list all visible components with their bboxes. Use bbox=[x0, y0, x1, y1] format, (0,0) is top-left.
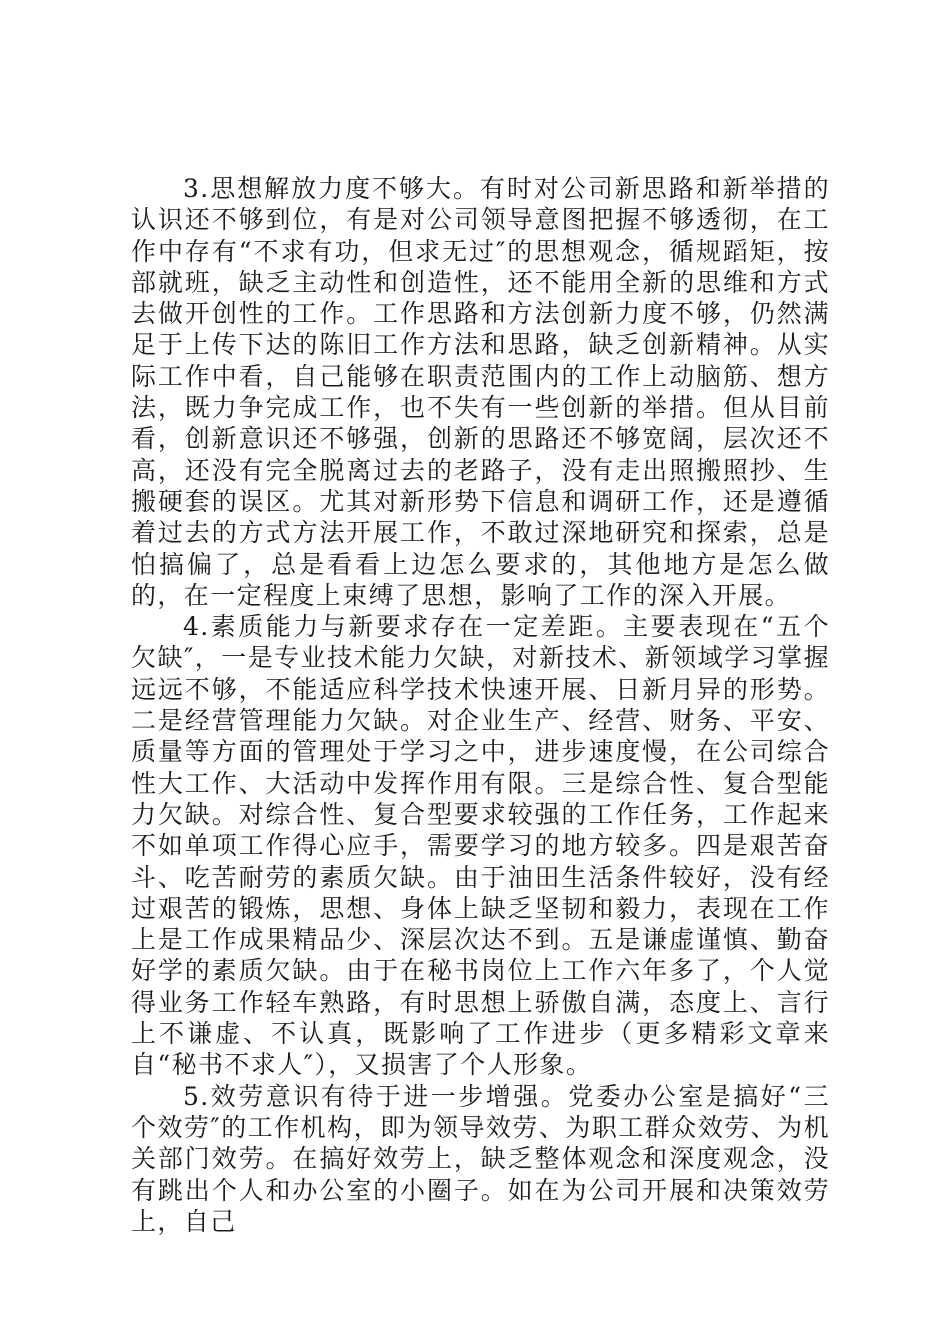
document-body bbox=[131, 173, 830, 1237]
paragraph-5-service-awareness: 5.效劳意识有待于进一步增强。党委办公室是搞好“三个效劳″的工作机构，即为领导效劳、为职工群众效劳、为机关部门效劳。在搞好效劳上，缺乏整体观念和深度观念，没有跳出个人和办公室的小圈子。如在为公司开展和决策效劳上，自己 bbox=[131, 1081, 830, 1236]
paragraph-3-thinking-emancipation: 3.思想解放力度不够大。有时对公司新思路和新举措的认识还不够到位，有是对公司领导意图把握不够透彻，在工作中存有“不求有功，但求无过″的思想观念，循规蹈矩，按部就班，缺乏主动性和创造性，还不能用全新的思维和方式去做开创性的工作。工作思路和方法创新力度不够，仍然满足于上传下达的陈旧工作方法和思路，缺乏创新精神。从实际工作中看，自己能够在职责范围内的工作上动脑筋、想方法，既力争完成工作，也不失有一些创新的举措。但从目前看，创新意识还不够强，创新的思路还不够宽阔，层次还不高，还没有完全脱离过去的老路子，没有走出照搬照抄、生搬硬套的误区。尤其对新形势下信息和调研工作，还是遵循着过去的方式方法开展工作，不敢过深地研究和探索，总是怕搞偏了，总是看看上边怎么要求的，其他地方是怎么做的，在一定程度上束缚了思想，影响了工作的深入开展。 bbox=[131, 174, 830, 610]
paragraph-4-quality-ability: 4.素质能力与新要求存在一定差距。主要表现在“五个欠缺″，一是专业技术能力欠缺，对新技术、新领域学习掌握远远不够，不能适应科学技术快速开展、日新月异的形势。二是经营管理能力欠缺。对企业生产、经营、财务、平安、质量等方面的管理处于学习之中，进步速度慢，在公司综合性大工作、大活动中发挥作用有限。三是综合性、复合型能力欠缺。对综合性、复合型要求较强的工作任务，工作起来不如单项工作得心应手，需要学习的地方较多。四是艰苦奋斗、吃苦耐劳的素质欠缺。由于油田生活条件较好，没有经过艰苦的锻炼，思想、身体上缺乏坚韧和毅力，表现在工作上是工作成果精品少、深层次达不到。五是谦虚谨慎、勤奋好学的素质欠缺。由于在秘书岗位上工作六年多了，个人觉得业务工作轻车熟路，有时思想上骄傲自满，态度上、言行上不谦虚、不认真，既影响了工作进步（更多精彩文章来自“秘书不求人″），又损害了个人形象。 bbox=[131, 612, 830, 1080]
